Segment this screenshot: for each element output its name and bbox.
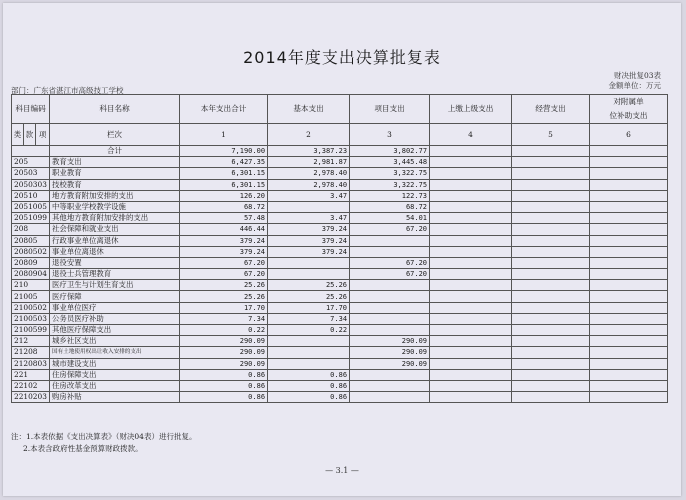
row-basic: 2,981.87 — [268, 157, 350, 168]
column-number: 6 — [590, 124, 668, 146]
table-row — [12, 280, 668, 291]
header-code: 科目编码 — [12, 95, 50, 124]
row-total: 68.72 — [180, 201, 268, 212]
table-row — [12, 246, 668, 257]
row-project: 67.20 — [350, 257, 430, 268]
row-name: 住房改革支出 — [50, 380, 180, 391]
row-subsidiary — [590, 168, 668, 179]
row-total: 290.09 — [180, 336, 268, 347]
row-name: 地方教育附加安排的支出 — [50, 190, 180, 201]
row-basic — [268, 257, 350, 268]
row-basic: 7.34 — [268, 313, 350, 324]
row-business — [512, 336, 590, 347]
note-line: 2.本表含政府性基金预算财政拨款。 — [23, 444, 143, 453]
row-total: 0.86 — [180, 380, 268, 391]
row-business — [512, 201, 590, 212]
row-name: 购房补贴 — [50, 392, 180, 403]
table-row — [12, 213, 668, 224]
row-upper — [430, 157, 512, 168]
row-code: 210 — [12, 280, 50, 291]
row-basic — [268, 358, 350, 369]
row-basic: 3.47 — [268, 190, 350, 201]
row-basic: 379.24 — [268, 235, 350, 246]
row-subsidiary — [590, 392, 668, 403]
row-code: 2051099 — [12, 213, 50, 224]
row-code: 2100502 — [12, 302, 50, 313]
row-subsidiary — [590, 257, 668, 268]
row-basic: 25.26 — [268, 291, 350, 302]
row-upper — [430, 168, 512, 179]
row-code: 212 — [12, 336, 50, 347]
row-project: 290.09 — [350, 358, 430, 369]
row-name: 医疗卫生与计划生育支出 — [50, 280, 180, 291]
row-business — [512, 313, 590, 324]
row-name: 技校教育 — [50, 179, 180, 190]
row-project — [350, 392, 430, 403]
row-total: 6,301.15 — [180, 179, 268, 190]
row-basic: 379.24 — [268, 246, 350, 257]
row-code: 20809 — [12, 257, 50, 268]
row-total: 17.70 — [180, 302, 268, 313]
row-upper — [430, 313, 512, 324]
row-total: 25.26 — [180, 291, 268, 302]
notes — [11, 431, 196, 455]
row-upper — [430, 257, 512, 268]
row-upper — [430, 179, 512, 190]
row-total: 57.48 — [180, 213, 268, 224]
row-basic — [268, 201, 350, 212]
row-upper — [430, 246, 512, 257]
row-business — [512, 325, 590, 336]
row-basic: 0.22 — [268, 325, 350, 336]
form-code: 财决批复03表 — [613, 71, 661, 80]
row-basic: 0.86 — [268, 392, 350, 403]
header-row — [12, 95, 668, 124]
row-project — [350, 325, 430, 336]
table-row — [12, 235, 668, 246]
row-total: 379.24 — [180, 235, 268, 246]
unit-label: 金额单位：万元 — [608, 81, 661, 90]
row-name: 医疗保障 — [50, 291, 180, 302]
row-upper — [430, 269, 512, 280]
row-name: 事业单位离退休 — [50, 246, 180, 257]
row-project: 67.20 — [350, 224, 430, 235]
row-upper — [430, 302, 512, 313]
row-upper — [430, 392, 512, 403]
table-row — [12, 336, 668, 347]
row-business — [512, 358, 590, 369]
page-title: 2014年度支出决算批复表 — [243, 48, 441, 67]
row-upper — [430, 369, 512, 380]
row-subsidiary — [590, 213, 668, 224]
header-name: 科目名称 — [50, 95, 180, 124]
row-upper — [430, 280, 512, 291]
row-upper — [430, 291, 512, 302]
table-row — [12, 392, 668, 403]
row-subsidiary — [590, 224, 668, 235]
header-subsidiary — [590, 95, 668, 124]
row-business — [512, 392, 590, 403]
row-name: 中等职业学校教学设施 — [50, 201, 180, 212]
page-number: — 3.1 — — [325, 466, 359, 475]
row-basic: 2,978.40 — [268, 168, 350, 179]
table-row — [12, 380, 668, 391]
row-code: 208 — [12, 224, 50, 235]
row-total: 379.24 — [180, 246, 268, 257]
row-subsidiary — [590, 358, 668, 369]
row-subsidiary — [590, 291, 668, 302]
row-code: 20510 — [12, 190, 50, 201]
row-upper — [430, 213, 512, 224]
row-subsidiary — [590, 235, 668, 246]
row-project — [350, 280, 430, 291]
row-upper — [430, 358, 512, 369]
row-business — [512, 190, 590, 201]
row-subsidiary — [590, 313, 668, 324]
row-subsidiary — [590, 280, 668, 291]
row-subsidiary — [590, 325, 668, 336]
header-lei: 类 — [12, 124, 24, 146]
row-code: 2050303 — [12, 179, 50, 190]
row-code: 2120803 — [12, 358, 50, 369]
row-total: 25.26 — [180, 280, 268, 291]
row-project — [350, 313, 430, 324]
header-subsidiary-line1: 对附属单 — [613, 97, 644, 106]
row-project — [350, 302, 430, 313]
row-subsidiary — [590, 157, 668, 168]
table-row — [12, 313, 668, 324]
table-row — [12, 358, 668, 369]
row-code: 21208 — [12, 347, 50, 358]
row-subsidiary — [590, 269, 668, 280]
row-name: 城乡社区支出 — [50, 336, 180, 347]
row-code: 2080502 — [12, 246, 50, 257]
row-name: 其他地方教育附加安排的支出 — [50, 213, 180, 224]
row-code: 21005 — [12, 291, 50, 302]
row-project: 68.72 — [350, 201, 430, 212]
row-upper — [430, 224, 512, 235]
note-line: 注：1.本表依据《支出决算表》（财决04表）进行批复。 — [11, 432, 197, 441]
row-business — [512, 246, 590, 257]
row-name: 教育支出 — [50, 157, 180, 168]
table-row — [12, 325, 668, 336]
row-total: 6,427.35 — [180, 157, 268, 168]
row-total: 446.44 — [180, 224, 268, 235]
row-basic: 0.86 — [268, 369, 350, 380]
row-name: 退役士兵管理教育 — [50, 269, 180, 280]
table-row — [12, 190, 668, 201]
row-business — [512, 280, 590, 291]
row-business — [512, 269, 590, 280]
column-number: 5 — [512, 124, 590, 146]
row-code: 20503 — [12, 168, 50, 179]
row-project: 290.09 — [350, 347, 430, 358]
row-total: 7.34 — [180, 313, 268, 324]
row-basic: 0.86 — [268, 380, 350, 391]
row-name: 社会保障和就业支出 — [50, 224, 180, 235]
row-upper — [430, 235, 512, 246]
row-subsidiary — [590, 369, 668, 380]
row-total: 67.20 — [180, 269, 268, 280]
row-name: 住房保障支出 — [50, 369, 180, 380]
row-total: 0.22 — [180, 325, 268, 336]
header-basic: 基本支出 — [268, 95, 350, 124]
row-business — [512, 257, 590, 268]
row-total: 67.20 — [180, 257, 268, 268]
row-subsidiary — [590, 179, 668, 190]
row-upper — [430, 325, 512, 336]
document-page — [3, 3, 681, 496]
row-project — [350, 246, 430, 257]
total-basic: 3,387.23 — [268, 146, 350, 157]
row-basic — [268, 269, 350, 280]
row-upper — [430, 380, 512, 391]
row-project: 3,322.75 — [350, 179, 430, 190]
row-total: 0.86 — [180, 369, 268, 380]
row-business — [512, 168, 590, 179]
row-subsidiary — [590, 201, 668, 212]
row-upper — [430, 336, 512, 347]
row-name: 公务员医疗补助 — [50, 313, 180, 324]
row-code: 2080904 — [12, 269, 50, 280]
department-label: 部门：广东省湛江市高级技工学校 — [11, 86, 124, 95]
row-code: 2100599 — [12, 325, 50, 336]
row-basic: 25.26 — [268, 280, 350, 291]
column-number: 3 — [350, 124, 430, 146]
form-meta — [609, 71, 662, 91]
table-row — [12, 257, 668, 268]
header-project: 项目支出 — [350, 95, 430, 124]
row-total: 290.09 — [180, 347, 268, 358]
total-label: 合计 — [50, 146, 180, 157]
row-business — [512, 213, 590, 224]
row-business — [512, 291, 590, 302]
row-project: 67.20 — [350, 269, 430, 280]
table-row — [12, 347, 668, 358]
row-upper — [430, 190, 512, 201]
row-subsidiary — [590, 302, 668, 313]
row-code: 22102 — [12, 380, 50, 391]
header-xiang: 项 — [36, 124, 50, 146]
column-number: 1 — [180, 124, 268, 146]
row-code: 20805 — [12, 235, 50, 246]
table-row — [12, 269, 668, 280]
expenditure-table — [11, 94, 668, 403]
row-business — [512, 347, 590, 358]
row-subsidiary — [590, 246, 668, 257]
row-business — [512, 157, 590, 168]
row-basic: 379.24 — [268, 224, 350, 235]
row-basic: 3.47 — [268, 213, 350, 224]
row-name: 行政事业单位离退休 — [50, 235, 180, 246]
table-row — [12, 201, 668, 212]
row-basic — [268, 336, 350, 347]
table-row — [12, 369, 668, 380]
table-row — [12, 179, 668, 190]
row-code: 2210203 — [12, 392, 50, 403]
header-subsidiary-line2: 位补助支出 — [609, 111, 648, 120]
row-business — [512, 179, 590, 190]
row-project: 290.09 — [350, 336, 430, 347]
row-subsidiary — [590, 380, 668, 391]
row-basic — [268, 347, 350, 358]
row-business — [512, 380, 590, 391]
row-project: 3,322.75 — [350, 168, 430, 179]
row-business — [512, 369, 590, 380]
row-project — [350, 380, 430, 391]
total-amount: 7,190.00 — [180, 146, 268, 157]
row-project — [350, 291, 430, 302]
row-name: 职业教育 — [50, 168, 180, 179]
row-subsidiary — [590, 347, 668, 358]
header-kuan: 款 — [24, 124, 36, 146]
row-project: 54.01 — [350, 213, 430, 224]
table-row — [12, 168, 668, 179]
column-number: 2 — [268, 124, 350, 146]
row-project: 3,445.48 — [350, 157, 430, 168]
row-total: 0.86 — [180, 392, 268, 403]
column-index-label: 栏次 — [50, 124, 180, 146]
row-project — [350, 369, 430, 380]
header-total: 本年支出合计 — [180, 95, 268, 124]
row-business — [512, 235, 590, 246]
column-number: 4 — [430, 124, 512, 146]
row-total: 290.09 — [180, 358, 268, 369]
header-business: 经营支出 — [512, 95, 590, 124]
table-row — [12, 224, 668, 235]
row-basic: 17.70 — [268, 302, 350, 313]
row-name: 国有土地使用权出让收入安排的支出 — [50, 347, 180, 358]
row-basic: 2,978.40 — [268, 179, 350, 190]
table-row — [12, 291, 668, 302]
row-total: 6,301.15 — [180, 168, 268, 179]
row-code: 221 — [12, 369, 50, 380]
row-business — [512, 224, 590, 235]
table-row — [12, 157, 668, 168]
row-subsidiary — [590, 190, 668, 201]
table-row — [12, 302, 668, 313]
row-code: 2100503 — [12, 313, 50, 324]
row-upper — [430, 201, 512, 212]
row-upper — [430, 347, 512, 358]
row-business — [512, 302, 590, 313]
header-upper: 上缴上级支出 — [430, 95, 512, 124]
row-name: 退役安置 — [50, 257, 180, 268]
row-project: 122.73 — [350, 190, 430, 201]
total-row — [12, 146, 668, 157]
row-code: 2051005 — [12, 201, 50, 212]
row-name: 城市建设支出 — [50, 358, 180, 369]
row-name: 其他医疗保障支出 — [50, 325, 180, 336]
row-total: 126.20 — [180, 190, 268, 201]
row-code: 205 — [12, 157, 50, 168]
row-subsidiary — [590, 336, 668, 347]
total-project: 3,802.77 — [350, 146, 430, 157]
row-name: 事业单位医疗 — [50, 302, 180, 313]
row-project — [350, 235, 430, 246]
column-index-row — [12, 124, 668, 146]
